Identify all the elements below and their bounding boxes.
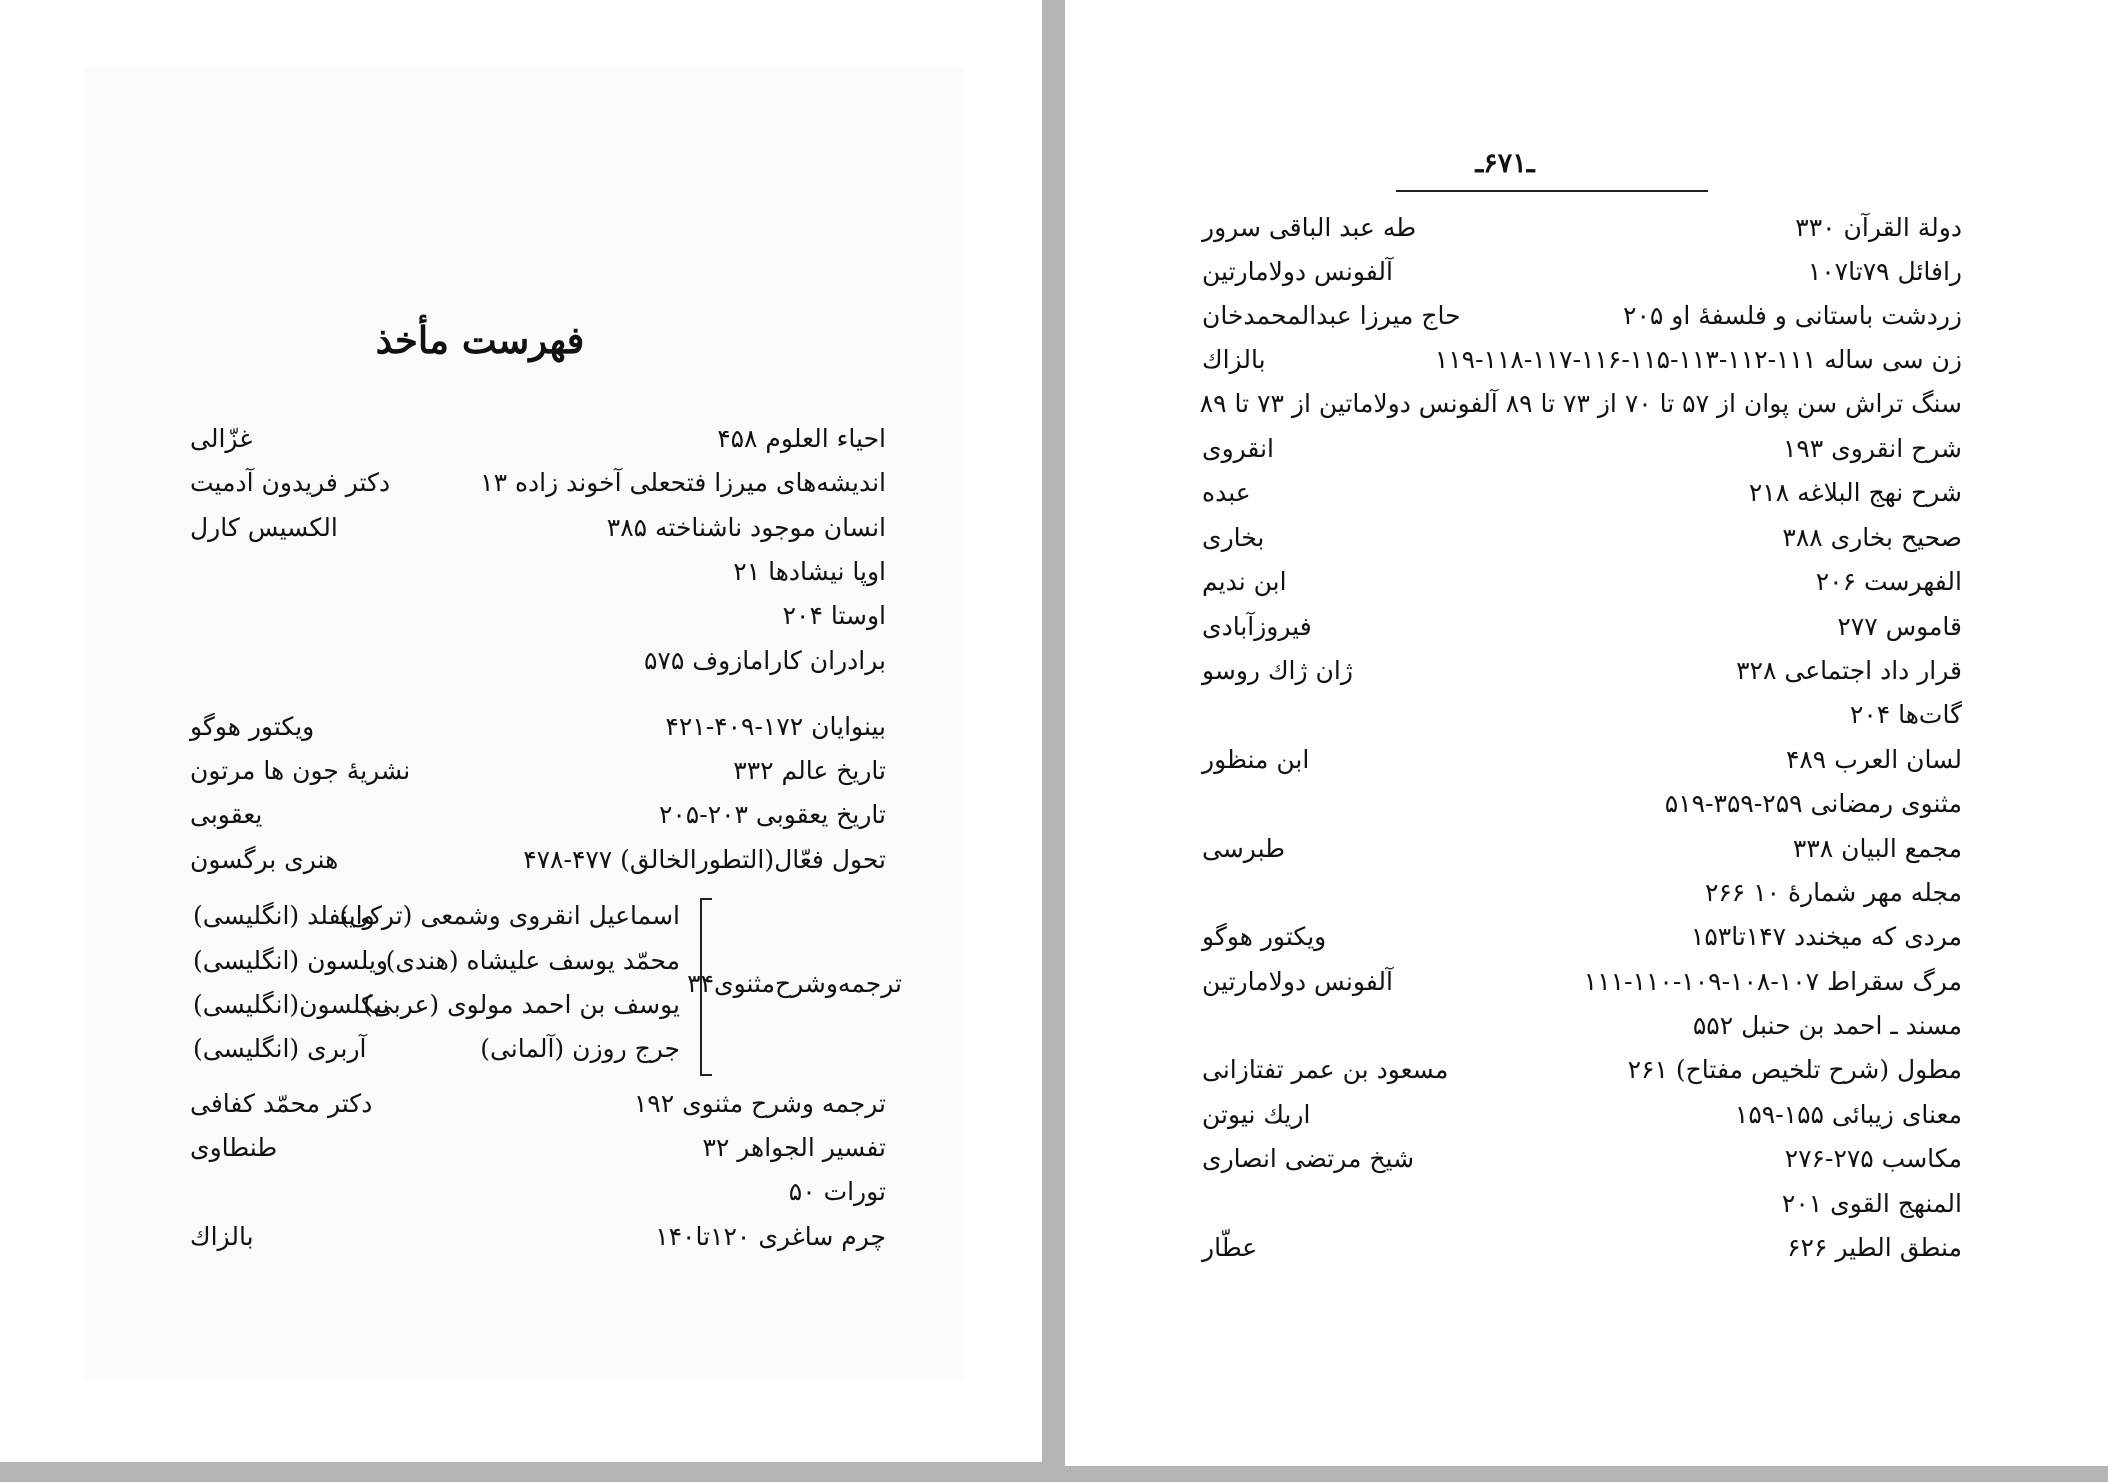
brace-bracket	[700, 898, 712, 1076]
group-author: آربرى (انگليسى)	[193, 1034, 367, 1063]
entry-author: ويكتور هوگو	[1202, 922, 1327, 951]
group-author: واينفلد (انگليسى)	[193, 901, 375, 930]
entry-author: طبرسى	[1202, 834, 1286, 863]
entry-work: انديشه‌هاى ميرزا فتحعلى آخوند زاده ۱۳	[480, 468, 886, 497]
entry-author: عطّار	[1202, 1233, 1258, 1262]
entry-author: ويكتور هوگو	[190, 712, 315, 741]
entry-work: برادران كارامازوف ۵۷۵	[643, 646, 886, 675]
entry-work: زن سى ساله ۱۱۱-۱۱۲-۱۱۳-۱۱۵-۱۱۶-۱۱۷-۱۱۸-۱۱۹	[1434, 345, 1962, 374]
entry-work: مردى كه ميخندد ۱۴۷تا۱۵۳	[1690, 922, 1962, 951]
entry-work: چرم ساغرى ۱۲۰تا۱۴۰	[655, 1222, 886, 1251]
entry-work: معناى زيبائى ۱۵۵-۱۵۹	[1734, 1100, 1962, 1129]
header-rule	[1396, 190, 1708, 192]
entry-work: زردشت باستانى و فلسفهٔ او ۲۰۵	[1623, 301, 1962, 330]
entry-author: ابن منظور	[1202, 745, 1310, 774]
entry-work: صحيح بخارى ۳۸۸	[1782, 523, 1962, 552]
entry-work: المنهج القوى ۲۰۱	[1781, 1189, 1962, 1218]
entry-author: ژان ژاك روسو	[1202, 656, 1353, 685]
entry-work: تورات ۵۰	[788, 1177, 886, 1206]
entry-author: دكتر محمّد كفافى	[190, 1089, 373, 1118]
entry-work: مسند ـ احمد بن حنبل ۵۵۲	[1692, 1011, 1962, 1040]
entry-author: بالزاك	[190, 1222, 254, 1251]
entry-work: اوستا ۲۰۴	[782, 601, 886, 630]
entry-author: عبده	[1202, 478, 1251, 507]
left-page	[0, 0, 1042, 1462]
entry-work: تحول فعّال(التطورالخالق) ۴۷۷-۴۷۸	[523, 845, 886, 874]
entry-author: شيخ مرتضى انصارى	[1202, 1144, 1415, 1173]
entry-work: مطول (شرح تلخيص مفتاح) ۲۶۱	[1627, 1055, 1962, 1084]
entry-author: آلفونس دولامارتين	[1202, 257, 1393, 286]
entry-work: مجمع البيان ۳۳۸	[1792, 834, 1962, 863]
entry-work: انسان موجود ناشناخته ۳۸۵	[606, 513, 886, 542]
right-page	[1065, 0, 2108, 1466]
entry-author: هنرى برگسون	[190, 845, 339, 874]
entry-work: مرگ سقراط ۱۰۷-۱۰۸-۱۰۹-۱۱۰-۱۱۱	[1583, 967, 1962, 996]
entry-work: دولة القرآن ۳۳۰	[1795, 213, 1962, 242]
entry-work: گات‌ها ۲۰۴	[1849, 700, 1962, 729]
entry-author: انقروى	[1202, 434, 1274, 463]
entry-author: حاج ميرزا عبدالمحمدخان	[1202, 301, 1461, 330]
entry-author: اريك نيوتن	[1202, 1100, 1311, 1129]
group-work: جرج روزن (آلمانى)	[480, 1034, 680, 1063]
entry-work: احياء العلوم ۴۵۸	[717, 424, 886, 453]
entry-author: بالزاك	[1202, 345, 1266, 374]
entry-work: تاريخ عالم ۳۳۲	[733, 756, 886, 785]
entry-work: ترجمه وشرح مثنوى ۱۹۲	[633, 1089, 886, 1118]
entry-work: سنگ تراش سن پوان از ۵۷ تا ۷۰ از ۷۳ تا ۸۹ آلفونس دولاماتين از ۷۳ تا ۸۹	[1199, 389, 1962, 418]
entry-work: شرح انقروى ۱۹۳	[1782, 434, 1962, 463]
entry-work: رافائل ۷۹تا۱۰۷	[1807, 257, 1962, 286]
entry-author: ابن نديم	[1202, 567, 1287, 596]
entry-work: قرار داد اجتماعى ۳۲۸	[1736, 656, 1962, 685]
entry-work: قاموس ۲۷۷	[1837, 612, 1962, 641]
entry-work: منطق الطير ۶۲۶	[1787, 1233, 1962, 1262]
entry-author: يعقوبى	[190, 800, 263, 829]
entry-work: بينوايان ۱۷۲-۴۰۹-۴۲۱	[665, 712, 886, 741]
entry-work: لسان العرب ۴۸۹	[1785, 745, 1962, 774]
group-work: محمّد يوسف عليشاه (هندى)	[385, 946, 680, 975]
entry-work: مثنوى رمضانى ۲۵۹-۳۵۹-۵۱۹	[1664, 789, 1962, 818]
entry-work: اوپا نيشادها ۲۱	[733, 557, 886, 586]
entry-author: مسعود بن عمر تفتازانى	[1202, 1055, 1449, 1084]
entry-author: الكسيس كارل	[190, 513, 338, 542]
page-number: ـ۶۷۱ـ	[1475, 148, 1535, 179]
group-author: نيكلسون(انگليسى)	[193, 990, 390, 1019]
entry-work: الفهرست ۲۰۶	[1815, 567, 1962, 596]
entry-author: آلفونس دولامارتين	[1202, 967, 1393, 996]
entry-author: غزّالى	[190, 424, 253, 453]
entry-author: نشريهٔ جون ها مرتون	[190, 756, 411, 785]
group-label: ترجمه‌وشرح‌مثنوى۳۴	[687, 969, 902, 998]
entry-author: طه عبد الباقى سرور	[1202, 213, 1417, 242]
entry-author: بخارى	[1202, 523, 1265, 552]
group-work: اسماعيل انقروى وشمعى (تركى)	[339, 901, 680, 930]
entry-work: تاريخ يعقوبى ۲۰۳-۲۰۵	[658, 800, 886, 829]
entry-author: دكتر فريدون آدميت	[190, 468, 391, 497]
entry-author: طنطاوى	[190, 1133, 278, 1162]
entry-work: شرح نهج البلاغه ۲۱۸	[1748, 478, 1962, 507]
group-work: يوسف بن احمد مولوى (عربى)	[363, 990, 680, 1019]
entry-author: فيروزآبادى	[1202, 612, 1312, 641]
entry-work: مكاسب ۲۷۵-۲۷۶	[1784, 1144, 1962, 1173]
group-author: ويلسون (انگليسى)	[193, 946, 389, 975]
page-title: فهرست مأخذ	[375, 318, 585, 362]
entry-work: تفسير الجواهر ۳۲	[702, 1133, 886, 1162]
entry-work: مجله مهر شمارهٔ ۱۰ ۲۶۶	[1704, 878, 1962, 907]
